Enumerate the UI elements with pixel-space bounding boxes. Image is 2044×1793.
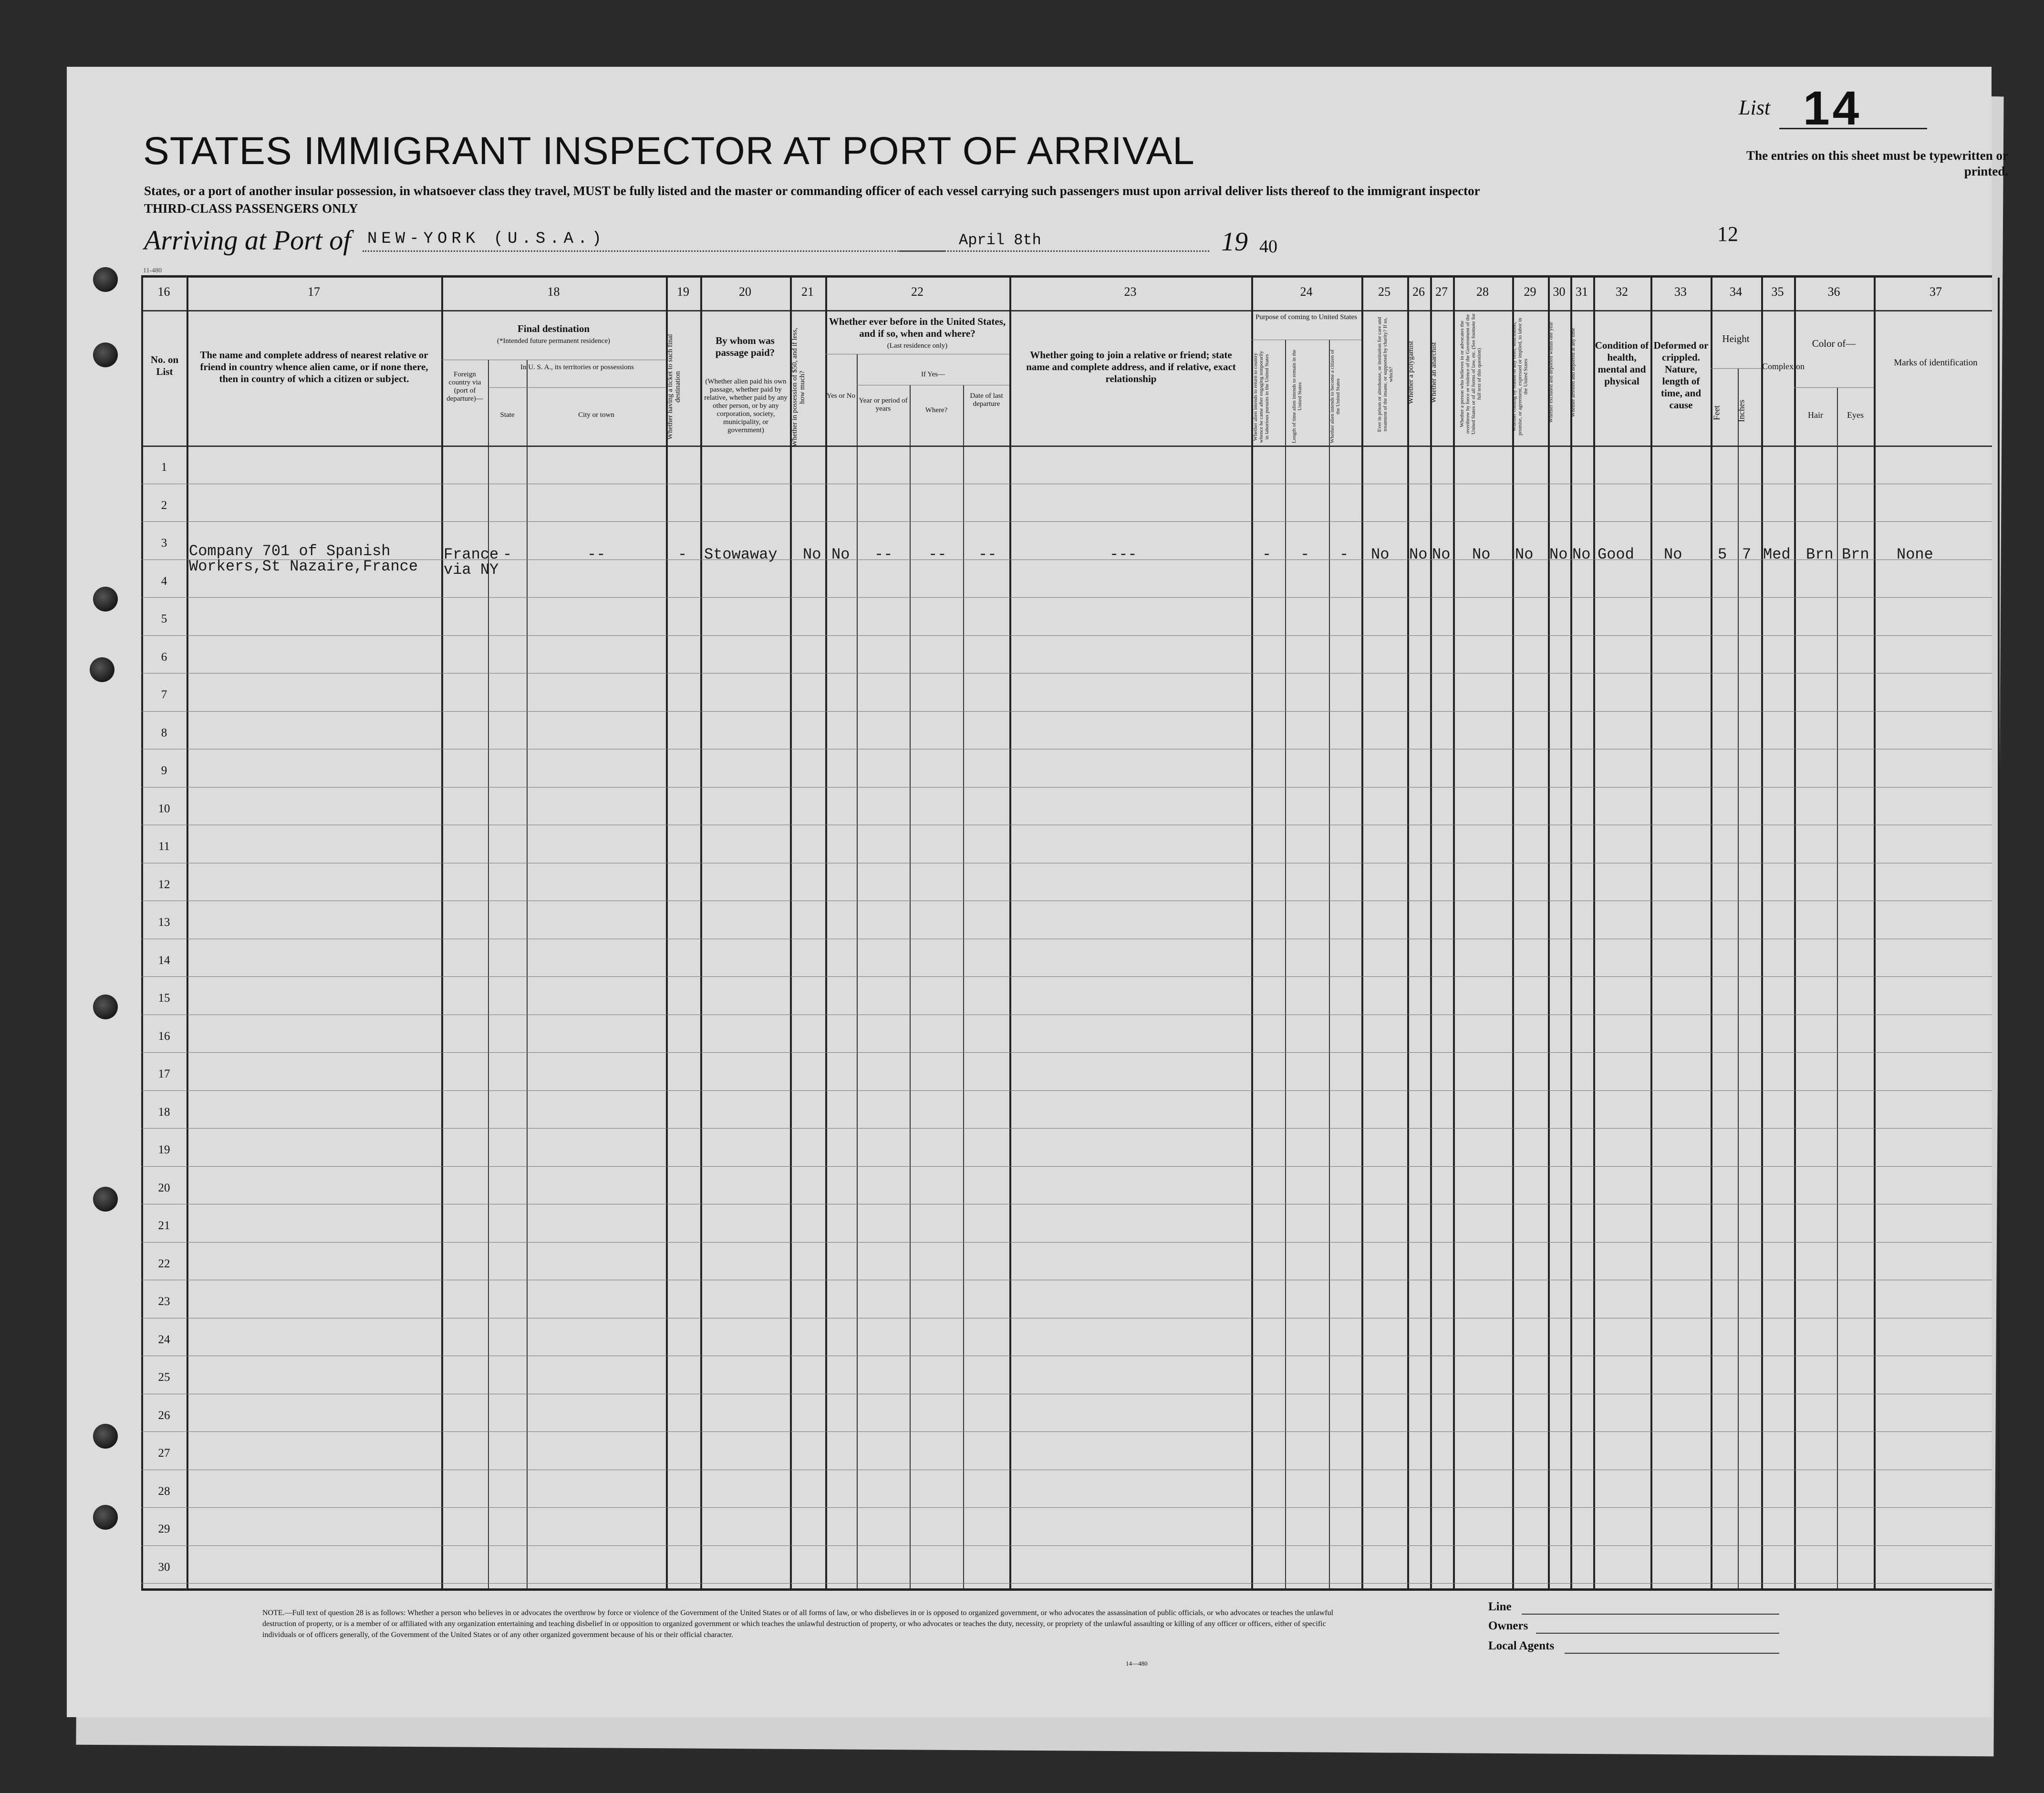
entry-foreign-line2: via NY (444, 561, 499, 579)
col-line (1407, 278, 1409, 1588)
entry-length: - (1300, 546, 1310, 563)
date-dotted-line (899, 250, 1209, 252)
row-line (141, 1583, 1992, 1584)
col-line (527, 360, 528, 1588)
row-line (141, 1431, 1992, 1432)
owners-signature-line (1536, 1633, 1779, 1634)
row-number: 20 (158, 1181, 170, 1194)
col-line (1570, 278, 1572, 1588)
header-foreign-country: Foreign country via (port of departure)— (446, 371, 483, 403)
row-line (141, 976, 1992, 977)
colnum-25: 25 (1378, 285, 1390, 299)
row-number: 16 (158, 1029, 170, 1043)
header-intent-return: Whether alien intends to return to country whence he came after engaging temporarily in laborious pursuits in the United States (1253, 351, 1270, 443)
punch-hole (93, 1187, 118, 1212)
header-money: Whether in possession of $50, and if less, how much? (791, 328, 806, 447)
header-final-destination: Final destination (517, 323, 590, 334)
line-label: Line (1488, 1600, 1512, 1613)
col-line (1874, 278, 1876, 1588)
arriving-label: Arriving at Port of (144, 225, 351, 256)
header-passage: By whom was passage paid? (715, 335, 775, 358)
class-note: THIRD-CLASS PASSENGERS ONLY (144, 201, 358, 216)
row-number: 17 (158, 1068, 170, 1080)
date-value: April 8th (959, 231, 1041, 249)
header-length-stay: Length of time alien intends to remain in the United States (1291, 349, 1303, 444)
row-number: 21 (158, 1219, 170, 1232)
header-relative: The name and complete address of nearest relative or friend in country whence alien came, or if none there, then in country of which a citizen or subject. (200, 349, 428, 384)
entry-relative-line1: Company 701 of Spanish (189, 542, 391, 560)
header-purpose: Purpose of coming to United States (1255, 313, 1357, 321)
entry-anarchist: No (1432, 546, 1451, 563)
header-height: Height (1722, 333, 1750, 344)
row-line (141, 1507, 1992, 1508)
entry-foreign-line1: France (444, 546, 499, 563)
sheet-number: 12 (1717, 222, 1738, 246)
header-complexion: Complexion (1762, 362, 1805, 371)
col-line (1650, 278, 1652, 1588)
header-hair: Hair (1808, 410, 1823, 420)
row-number: 28 (158, 1484, 170, 1498)
row-number: 7 (161, 688, 167, 701)
entry-overthrow: No (1472, 546, 1491, 563)
entry-money: No (803, 546, 821, 563)
entry-health: Good (1598, 546, 1634, 563)
row-line (141, 1128, 1992, 1129)
col-line (1251, 278, 1253, 1588)
entry-feet: 5 (1718, 546, 1727, 563)
punch-hole (93, 1424, 118, 1449)
row-line (141, 1052, 1992, 1053)
entry-before-us: No (831, 546, 850, 563)
colnum-16: 16 (157, 285, 170, 299)
colnum-35: 35 (1771, 285, 1784, 299)
list-underline (1779, 128, 1927, 129)
entry-citizen: - (1339, 546, 1349, 563)
typewritten-note: The entries on this sheet must be typewritten or printed. (1746, 148, 2008, 178)
row-number: 26 (158, 1409, 170, 1422)
row-number: 27 (158, 1447, 170, 1460)
row-line (141, 1166, 1992, 1167)
row-number: 6 (161, 650, 167, 663)
col-line (963, 385, 964, 1588)
entry-where: -- (928, 546, 947, 563)
row-number: 11 (158, 840, 170, 853)
entry-state: - (503, 546, 512, 563)
owners-label: Owners (1488, 1619, 1528, 1632)
colnum-32: 32 (1616, 285, 1628, 299)
entry-prison: No (1371, 546, 1390, 563)
col-line (488, 360, 489, 1588)
entry-relative-line2: Workers,St Nazaire,France (189, 558, 418, 575)
colnum-29: 29 (1524, 285, 1536, 299)
header-last-departure: Date of last departure (970, 392, 1003, 408)
manifest-sheet (67, 67, 2008, 1717)
agents-label: Local Agents (1488, 1639, 1555, 1652)
entry-inches: 7 (1742, 546, 1752, 563)
colnum-33: 33 (1674, 285, 1687, 299)
header-before-us: Whether ever before in the United States, and if so, when and where? (829, 316, 1006, 339)
header-anarchist: Whether an anarchist (1430, 342, 1438, 403)
colnum-24: 24 (1300, 285, 1313, 299)
header-prison: Ever in prison or almshouse, or institution for care and treatment of the insane, or supported by charity? If so, which? (1377, 317, 1394, 432)
entry-deported: No (1572, 546, 1591, 563)
punch-hole (93, 995, 118, 1019)
entry-excluded: No (1549, 546, 1568, 563)
colnum-37: 37 (1930, 285, 1942, 299)
page-title: STATES IMMIGRANT INSPECTOR AT PORT OF ARRIVAL (143, 129, 1195, 173)
row-line (141, 673, 1992, 674)
col-line (857, 354, 858, 1588)
header-feet: Feet (1712, 405, 1722, 420)
row-number: 14 (158, 954, 170, 967)
header-color-of: Color of— (1812, 338, 1856, 349)
form-footer-code: 14—480 (1126, 1660, 1148, 1667)
col-line (1837, 387, 1838, 1588)
header-year: Year or period of years (859, 397, 908, 413)
col-line (666, 278, 668, 1588)
entry-eyes: Brn (1842, 546, 1869, 563)
row-number: 13 (158, 916, 170, 929)
colnum-26: 26 (1412, 285, 1425, 299)
header-excluded: Whether excluded and deported within one year (1548, 321, 1554, 423)
row-line (141, 521, 1992, 522)
entry-departure: -- (978, 546, 997, 563)
header-deformed: Deformed or crippled. Nature, length of time, and cause (1653, 340, 1709, 411)
subtitle: States, or a port of another insular possession, in whatsoever class they travel, MUST be fully listed and the master or commanding officer of each vessel carrying such passengers must upon arrival deliver lists thereof to the immigrant inspector (144, 184, 1480, 198)
port-value: NEW-YORK (U.S.A.) (367, 230, 606, 248)
header-overthrow: Whether a person who believes in or advocates the overthrow by force or violence of the Government of the United States or of all forms of law, etc. (See footnote for full text of this question) (1459, 313, 1482, 435)
col-line (1998, 278, 2000, 1588)
entry-deformed: No (1664, 546, 1682, 563)
header-marks: Marks of identification (1894, 358, 1978, 368)
colnum-31: 31 (1576, 285, 1588, 299)
header-in-usa: In U. S. A., its territories or possessions (520, 363, 634, 371)
col-line (1430, 278, 1432, 1588)
col-line (700, 278, 702, 1588)
header-health: Condition of health, mental and physical (1595, 340, 1649, 387)
col-line (1593, 278, 1595, 1588)
header-yes-no: Yes or No (826, 392, 856, 400)
header-final-destination-note: (*Intended future permanent residence) (497, 337, 610, 345)
entry-marks: None (1897, 546, 1933, 563)
col-line (825, 278, 827, 1588)
colnum-27: 27 (1435, 285, 1448, 299)
entry-complexion: Med (1763, 546, 1791, 563)
header-state: State (500, 411, 515, 419)
row-number: 10 (158, 802, 170, 815)
row-line (141, 597, 1992, 598)
row-number: 18 (158, 1105, 170, 1119)
col-line (1794, 278, 1796, 1588)
row-line (141, 1242, 1992, 1243)
row-number: 30 (158, 1560, 170, 1574)
colnum-separator (141, 310, 1992, 311)
entry-polygamist: No (1409, 546, 1428, 563)
row-line (141, 1090, 1992, 1091)
entry-passage: Stowaway (704, 546, 778, 563)
row-number: 24 (158, 1333, 170, 1346)
colnum-19: 19 (677, 285, 689, 299)
col-line (1711, 278, 1712, 1588)
row-number: 4 (161, 574, 167, 588)
header-polygamist: Whether a polygamist (1407, 341, 1415, 404)
subheader-line (1711, 368, 1761, 369)
row-number: 8 (161, 726, 167, 739)
row-number: 2 (161, 498, 167, 512)
col-line (1329, 340, 1330, 1588)
entry-year: -- (874, 546, 893, 563)
port-dotted-line (363, 250, 944, 252)
punch-hole (93, 587, 118, 611)
row-line (141, 787, 1992, 788)
colnum-30: 30 (1553, 285, 1566, 299)
header-deported: Whether arrested and deported at any time (1570, 328, 1576, 417)
agents-signature-line (1565, 1653, 1779, 1654)
header-if-yes: If Yes— (921, 371, 945, 378)
header-become-citizen: Whether alien intends to become a citizen of the United States (1329, 349, 1341, 444)
col-line (1761, 278, 1763, 1588)
row-number: 23 (158, 1295, 170, 1308)
col-line (1285, 340, 1286, 1588)
col-line (141, 278, 143, 1588)
colnum-17: 17 (308, 285, 320, 299)
col-line (1453, 278, 1455, 1588)
col-line (1009, 278, 1011, 1588)
header-before-us-note: (Last residence only) (887, 342, 948, 350)
header-inches: Inches (1736, 400, 1746, 422)
row-number: 1 (161, 461, 167, 474)
header-offer-labor: Whether coming by reason of any offer, solicitation, promise, or agreement, expressed or implied, to labor in the United States (1511, 318, 1529, 435)
entry-intent-return: - (1262, 546, 1272, 563)
entry-join: --- (1110, 546, 1137, 563)
entry-city: -- (587, 546, 606, 563)
subheader-line (488, 387, 666, 388)
punch-hole (93, 342, 118, 367)
colnum-18: 18 (547, 285, 560, 299)
row-number: 5 (161, 612, 167, 625)
colnum-34: 34 (1730, 285, 1742, 299)
list-number: 14 (1803, 82, 1862, 135)
row-line (141, 635, 1992, 636)
col-line (187, 278, 188, 1588)
year-prefix: 19 (1221, 227, 1248, 257)
punch-hole (93, 1505, 118, 1530)
row-line (141, 711, 1992, 712)
row-number: 9 (161, 764, 167, 777)
header-no-on-list: No. on List (150, 354, 179, 377)
col-line (441, 278, 443, 1588)
entry-offer: No (1515, 546, 1534, 563)
col-line (1738, 368, 1739, 1588)
header-eyes: Eyes (1847, 410, 1864, 420)
entry-hair: Brn (1806, 546, 1834, 563)
subheader-line (1794, 387, 1874, 388)
col-line (1548, 278, 1550, 1588)
colnum-21: 21 (801, 285, 814, 299)
list-label: List (1739, 96, 1771, 119)
form-code: 11-480 (143, 267, 162, 274)
colnum-20: 20 (739, 285, 751, 299)
col-line (1512, 278, 1514, 1588)
col-line (790, 278, 792, 1588)
punch-hole (90, 657, 114, 682)
header-separator (141, 446, 1992, 447)
row-line (141, 1545, 1992, 1546)
row-number: 15 (158, 992, 170, 1005)
header-ticket: Whether having a ticket to such final destination (666, 334, 682, 440)
row-number: 3 (161, 537, 167, 549)
col-line (910, 385, 911, 1588)
punch-hole (93, 267, 118, 292)
row-number: 19 (158, 1143, 170, 1156)
row-number: 12 (158, 878, 170, 891)
row-number: 25 (158, 1371, 170, 1384)
col-line (1361, 278, 1363, 1588)
header-passage-note: (Whether alien paid his own passage, whether paid by relative, whether paid by any other person, or by any corporation, society, municipality, or government) (704, 378, 788, 434)
colnum-22: 22 (911, 285, 923, 299)
header-city: City or town (578, 411, 614, 419)
colnum-28: 28 (1476, 285, 1489, 299)
row-number: 29 (158, 1523, 170, 1535)
row-number: 22 (158, 1257, 170, 1270)
header-where: Where? (925, 406, 948, 414)
colnum-23: 23 (1124, 285, 1137, 299)
entry-ticket: - (678, 546, 687, 563)
header-join-relative: Whether going to join a relative or friend; state name and complete address, and if relative, exact relationship (1026, 349, 1236, 384)
line-signature-line (1522, 1614, 1779, 1615)
footnote: NOTE.—Full text of question 28 is as follows: Whether a person who believes in or advocates the overthrow by force or violence of the Government of the United States or of all forms of law, or who disbelieves in or is opposed to organized government, or who advocates the assassination of public officials, or who advocates or teaches the unlawful destruction of property, or is a member of or affiliated with any organization entertaining and teaching disbelief in or opposition to organized government or which teaches the unlawful destruction of property, or who advocates or teaches the duty, necessity, or propriety of the unlawful assaulting or killing of any officer or officers, either of specific individuals or of officers generally, of the Government of the United States or of any other organized government because of his or their official character. (262, 1609, 1334, 1639)
year-suffix: 40 (1259, 237, 1277, 257)
manifest-table (141, 275, 1992, 1591)
colnum-36: 36 (1827, 285, 1840, 299)
